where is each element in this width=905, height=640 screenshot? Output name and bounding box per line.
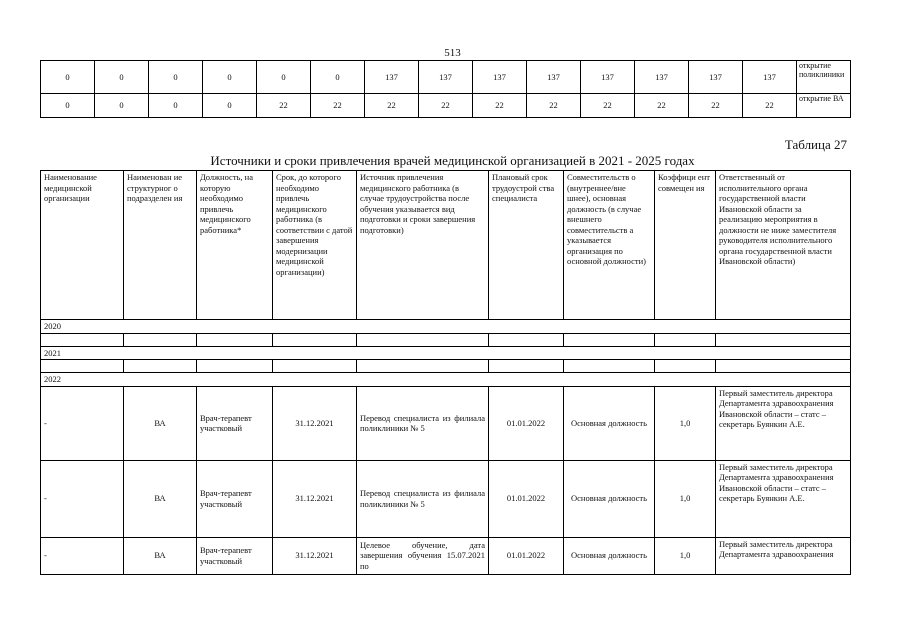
table-row [41,537,851,574]
header-org: Наименование медицинской организации [41,171,124,320]
cell: 137 [473,61,527,94]
planned-cell: 01.01.2022 [489,386,564,460]
table-label: Таблица 27 [784,137,847,152]
cell: 137 [419,61,473,94]
year-row-2021 [41,346,851,360]
position-cell: Врач-терапевт участковый [197,537,273,574]
header-coef: Коэффици ент совмещен ия [655,171,716,320]
responsible-cell: Первый заместитель директора Департамента здравоохранения Ивановской области – статс – секретарь Буянкин А.Е. [716,460,851,537]
header-source: Источник привлечения медицинского работника (в случае трудоустройства после обучения указывается вид подготовки и сроки завершения подготовки) [357,171,489,320]
coef-cell: 1,0 [655,537,716,574]
responsible-cell: Первый заместитель директора Департамента здравоохранения [716,537,851,574]
cell: 0 [149,94,203,118]
combination-cell: Основная должность [564,537,655,574]
cell: 137 [527,61,581,94]
deadline-cell: 31.12.2021 [273,386,357,460]
header-unit: Наименован ие структурног о подразделен ия [124,171,197,320]
table-row [41,460,851,537]
cell: 137 [635,61,689,94]
cell: 22 [365,94,419,118]
year-label: 2022 [41,373,851,387]
planned-cell: 01.01.2022 [489,537,564,574]
table-row [41,360,851,373]
cell: 22 [419,94,473,118]
cell: 0 [257,61,311,94]
cell: 22 [473,94,527,118]
note-cell: открытие поликлиники [797,61,851,94]
source-cell: Перевод специалиста из филиала поликлиники № 5 [357,386,489,460]
cell: 22 [311,94,365,118]
table-row [41,333,851,346]
note-cell: открытие ВА [797,94,851,118]
page-number: 513 [444,47,461,59]
unit-cell: ВА [124,386,197,460]
cell: 137 [365,61,419,94]
cell: 22 [527,94,581,118]
cell: 137 [689,61,743,94]
cell: 22 [689,94,743,118]
header-deadline: Срок, до которого необходимо привлечь медицинского работника (в соответствии с датой завершения модернизации медицинской организации) [273,171,357,320]
source-cell: Перевод специалиста из филиала поликлиники № 5 [357,460,489,537]
source-cell: Целевое обучение, дата завершения обучения 15.07.2021 по [357,537,489,574]
org-cell: - [41,537,124,574]
cell: 0 [95,94,149,118]
header-row [41,171,851,320]
cell: 0 [203,61,257,94]
cell: 0 [41,61,95,94]
year-row-2020 [41,320,851,334]
cell: 22 [743,94,797,118]
unit-cell: ВА [124,460,197,537]
responsible-cell: Первый заместитель директора Департамента здравоохранения Ивановской области – статс – секретарь Буянкин А.Е. [716,386,851,460]
coef-cell: 1,0 [655,386,716,460]
deadline-cell: 31.12.2021 [273,537,357,574]
planned-cell: 01.01.2022 [489,460,564,537]
cell: 137 [743,61,797,94]
cell: 0 [95,61,149,94]
year-row-2022 [41,373,851,387]
header-planned: Плановый срок трудоустрой ства специалиста [489,171,564,320]
cell: 22 [635,94,689,118]
cell: 22 [257,94,311,118]
cell: 137 [581,61,635,94]
cell: 22 [581,94,635,118]
combination-cell: Основная должность [564,386,655,460]
year-label: 2021 [41,346,851,360]
table-title: Источники и сроки привлечения врачей медицинской организацией в 2021 - 2025 годах [210,153,695,168]
header-position: Должность, на которую необходимо привлечь медицинского работника* [197,171,273,320]
table-row [41,386,851,460]
cell: 0 [149,61,203,94]
coef-cell: 1,0 [655,460,716,537]
combination-cell: Основная должность [564,460,655,537]
continuation-table [40,60,851,118]
year-label: 2020 [41,320,851,334]
org-cell: - [41,460,124,537]
cell: 0 [203,94,257,118]
table-row [41,94,851,118]
org-cell: - [41,386,124,460]
cell: 0 [41,94,95,118]
main-table [40,170,851,575]
deadline-cell: 31.12.2021 [273,460,357,537]
unit-cell: ВА [124,537,197,574]
position-cell: Врач-терапевт участковый [197,460,273,537]
position-cell: Врач-терапевт участковый [197,386,273,460]
cell: 0 [311,61,365,94]
header-responsible: Ответственный от исполнительного органа государственной власти Ивановской области за реализацию мероприятия в должности не ниже заместителя руководителя исполнительного органа государственной власти Ивановской области) [716,171,851,320]
header-combination: Совместительств о (внутреннее/вне шнее), основная должность (в случае внешнего совместительств а указывается организация по основной должности) [564,171,655,320]
table-row [41,61,851,94]
